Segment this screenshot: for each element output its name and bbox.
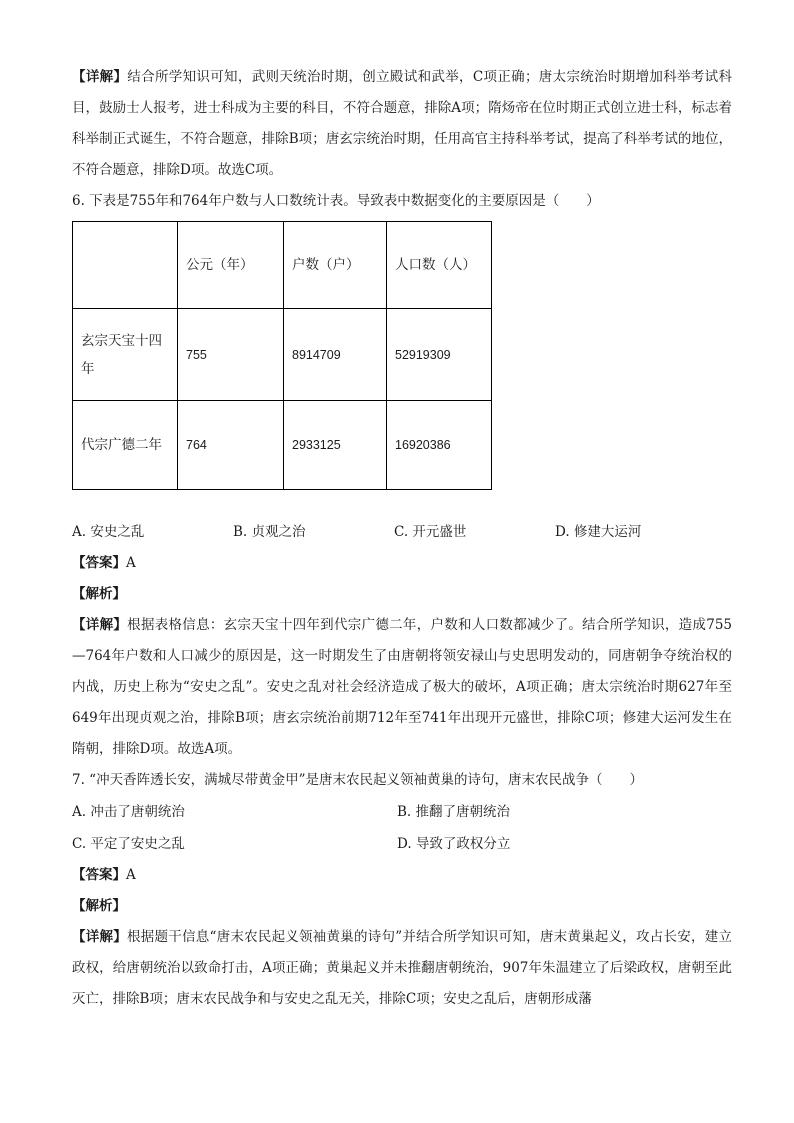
q7-option-d: D. 导致了政权分立	[397, 836, 511, 852]
table-header-cell: 户数（户）	[284, 222, 387, 309]
q7-options-row-2	[72, 828, 732, 860]
q7-answer	[72, 860, 732, 891]
q7-analysis-tag: 【解析】	[72, 898, 126, 914]
q6-option-a: A. 安史之乱	[72, 524, 145, 540]
q6-explanation	[72, 610, 732, 765]
q5-detail-tag: 【详解】	[72, 69, 128, 85]
table-cell-population: 16920386	[387, 401, 492, 490]
q6-analysis-tag: 【解析】	[72, 586, 126, 602]
table-cell-households: 2933125	[284, 401, 387, 490]
q6-options	[72, 516, 732, 548]
q6-answer	[72, 548, 732, 579]
q7-detail-text: 根据题干信息“唐末农民起义领袖黄巢的诗句”并结合所学知识可知，唐末黄巢起义，攻占长安，建立政权，给唐朝统治以致命打击，A项正确；黄巢起义并未推翻唐朝统治，907年朱温建立了后梁政权，唐朝至此灭亡，排除B项；唐末农民战争和与安史之乱无关，排除C项；安史之乱后，唐朝形成藩	[72, 929, 732, 1007]
q5-detail-text: 结合所学知识可知，武则天统治时期，创立殿试和武举，C项正确；唐太宗统治时期增加科举考试科目，鼓励士人报考，进士科成为主要的科目，不符合题意，排除A项；隋炀帝在位时期正式创立进士科，标志着科举制正式诞生，不符合题意，排除B项；唐玄宗统治时期，任用高官主持科举考试，提高了科举考试的地位，不符合题意，排除D项。故选C项。	[72, 69, 733, 178]
q6-stem: 6. 下表是755年和764年户数与人口数统计表。导致表中数据变化的主要原因是（ ）	[72, 193, 600, 209]
q5-explanation	[72, 62, 732, 186]
q6-detail-tag: 【详解】	[72, 617, 128, 633]
q6-option-c: C. 开元盛世	[394, 524, 467, 540]
q6-option-b: B. 贞观之治	[233, 524, 306, 540]
table-cell-year: 755	[178, 309, 284, 401]
table-cell-population: 52919309	[387, 309, 492, 401]
q7-option-c: C. 平定了安史之乱	[72, 836, 185, 852]
table-cell-era: 代宗广德二年	[73, 401, 178, 490]
q6-answer-value: A	[126, 555, 136, 571]
q6-option-d: D. 修建大运河	[555, 524, 642, 540]
q7-answer-value: A	[126, 867, 136, 883]
q7-option-a: A. 冲击了唐朝统治	[72, 804, 185, 820]
q7-explanation	[72, 922, 732, 1015]
table-header-cell: 公元（年）	[178, 222, 284, 309]
q6-answer-tag: 【答案】	[72, 555, 126, 571]
table-cell-households: 8914709	[284, 309, 387, 401]
table-header-cell: 人口数（人）	[387, 222, 492, 309]
q7-detail-tag: 【详解】	[72, 929, 127, 945]
q6-detail-text: 根据表格信息：玄宗天宝十四年到代宗广德二年，户数和人口数都减少了。结合所学知识，造成755—764年户数和人口减少的原因是，这一时期发生了由唐朝将领安禄山与史思明发动的，同唐朝争夺统治权的内战，历史上称为“安史之乱”。安史之乱对社会经济造成了极大的破坏，A项正确；唐太宗统治时期627年至649年出现贞观之治，排除B项；唐玄宗统治前期712年至741年出现开元盛世，排除C项；修建大运河发生在隋朝，排除D项。故选A项。	[72, 617, 732, 757]
table-row	[73, 401, 492, 490]
table-cell-year: 764	[178, 401, 284, 490]
q7-answer-tag: 【答案】	[72, 867, 126, 883]
table-header-cell	[73, 222, 178, 309]
q6-stats-table	[72, 221, 492, 490]
q7-options-row-1	[72, 796, 732, 828]
table-row	[73, 309, 492, 401]
document-page	[72, 62, 732, 1015]
table-header-row	[73, 222, 492, 309]
q7-option-b: B. 推翻了唐朝统治	[397, 804, 511, 820]
table-cell-era: 玄宗天宝十四年	[73, 309, 178, 401]
q7-stem: 7. “冲天香阵透长安，满城尽带黄金甲”是唐末农民起义领袖黄巢的诗句，唐末农民战争（ ）	[72, 772, 643, 788]
